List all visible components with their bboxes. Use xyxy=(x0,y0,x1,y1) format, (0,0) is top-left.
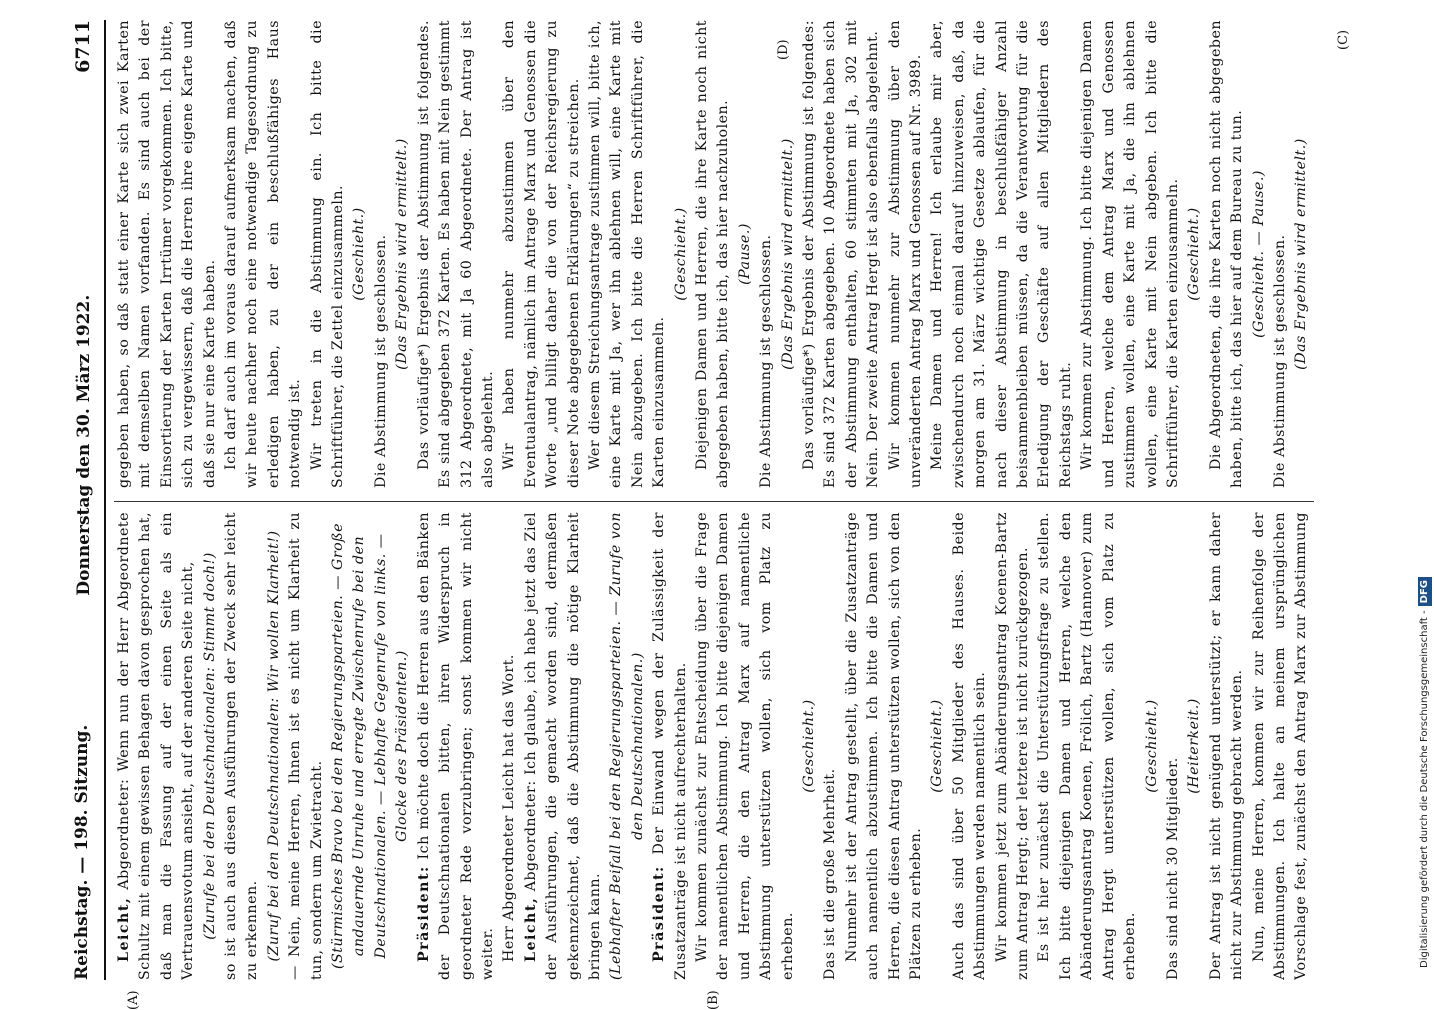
text-paragraph: Die Abgeordneten, die ihre Karten noch nicht abgegeben haben, bitte ich, das hier auf dem Bureau zu tun. xyxy=(1207,20,1246,488)
stamp-text: Digitalisierung gefördert durch die Deutsche Forschungsgemeinschaft - xyxy=(1419,610,1430,968)
speech-paragraph xyxy=(521,512,607,980)
right-column xyxy=(114,20,1314,488)
interjection: (Geschieht.) xyxy=(1186,207,1203,301)
text-continuation: Die Abstimmung ist geschlossen. xyxy=(1271,234,1288,488)
text-continuation: gegeben haben, so daß statt einer Karte sich zwei Karten mit demselben Namen vorfanden. Es sind auch bei der Einsortierung der Karten Irrtümer vorgekommen. Ich bitte, sich zu vergewissern, daß die Herren ihre eigene Karte und daß sie nur eine Karte haben. xyxy=(116,20,218,488)
text-continuation: Die Abstimmung ist geschlossen. xyxy=(372,234,389,488)
interjection: (Geschieht.) xyxy=(801,699,817,793)
interjection: (Das Ergebnis wird ermittelt.) xyxy=(1293,138,1310,370)
text-continuation: Die Abstimmung ist geschlossen. xyxy=(758,234,775,488)
text-paragraph: Diejenigen Damen und Herren, die ihre Karte noch nicht abgegeben haben, bitte ich, das hier nachzuholen. xyxy=(693,20,732,488)
text-paragraph: Das vorläufige*) Ergebnis der Abstimmung ist folgendes. Es sind abgegeben 372 Karten. Es haben mit Nein gestimmt 312 Abgeordnete, mit Ja 60 Abgeordnete. Der Antrag ist also abgelehnt. xyxy=(415,20,496,488)
text-continuation: Das ist die große Mehrheit. xyxy=(822,768,839,980)
speaker-name: Leicht, xyxy=(522,896,539,962)
text-paragraph: Wir kommen zur Abstimmung. Ich bitte diejenigen Damen und Herren, welche dem Antrag Marx und Genossen zustimmen wollen, eine Karte mit Ja, die ihn ablehnen wollen, eine Karte mit Nein abgeben. Ich bitte die Schriftführer, die Karten einzusammeln. xyxy=(1079,20,1181,488)
page-header xyxy=(66,20,106,980)
text-paragraph: Das vorläufige*) Ergebnis der Abstimmung ist folgendes: Es sind 372 Karten abgegeben. 10 Abgeordnete haben sich der Abstimmung enthalten, 60 stimmten mit Ja, 302 mit Nein. Der zweite Antrag Hergt ist also ebenfalls abgelehnt. xyxy=(801,20,882,488)
interjection: (Geschieht.) xyxy=(672,207,689,301)
interjection: (Geschieht. — Pause.) xyxy=(1250,170,1267,338)
interjection: (Das Ergebnis wird ermittelt.) xyxy=(779,138,796,370)
text-paragraph: Wir kommen jetzt zum Abänderungsantrag Koenen-Bartz zum Antrag Hergt; der letztere ist nicht zurückgezogen. xyxy=(993,512,1032,980)
text-continuation: Der Antrag ist nicht genügend unterstützt; er kann daher nicht zur Abstimmung gebracht werden. xyxy=(1207,512,1246,980)
text-paragraph: Wir haben nunmehr abzustimmen über den Eventualantrag, nämlich im Antrage Marx und Genossen die Worte „und billigt daher die von der Reichsregierung zu dieser Note abgegebenen Erklärungen“ zu streichen. xyxy=(501,20,582,488)
text-paragraph: Nunmehr ist der Antrag gestellt, über die Zusatzanträge auch namentlich abzustimmen. Ich bitte die Damen und Herren, die diesen Antrag unterstützen wollen, sich von den Plätzen zu erheben. xyxy=(843,512,925,980)
text-paragraph: Wer diesem Streichungsantrage zustimmen will, bitte ich, eine Karte mit Ja, wer ihn ablehnen will, eine Karte mit Nein abzugeben. Ich bitte die Herren Schriftführer, die Karten einzusammeln. xyxy=(586,20,668,488)
text-paragraph: Nun, meine Herren, kommen wir zur Reihenfolge der Abstimmungen. Ich halte an meinem ursprünglichen Vorschlage fest, zunächst den Antrag Marx zur Abstimmung xyxy=(1250,512,1310,980)
interjection: (Geschieht.) xyxy=(351,207,368,301)
header-left: Reichstag. — 198. Sitzung. xyxy=(72,724,92,980)
margin-mark-a: (A) xyxy=(126,990,141,1010)
text-continuation: so ist auch aus diesen Ausführungen der Zweck sehr leicht zu erkennen. xyxy=(223,512,261,980)
page-number: 6711 xyxy=(72,20,94,73)
interjection: (Geschieht.) xyxy=(1143,699,1160,793)
speech-text: Der Einwand wegen der Zulässigkeit der Zusatzanträge ist nicht aufrechterhalten. xyxy=(651,512,689,980)
text-paragraph: Wir treten in die Abstimmung ein. Ich bitte die Schriftführer, die Zettel einzusammeln. xyxy=(308,20,347,488)
speech-text: Ich möchte doch die Herren aus den Bänken der Deutschnationalen bitten, ihren Widerspruch in geordneter Rede vorzubringen; sonst kommen wir nicht weiter. xyxy=(415,512,496,980)
header-rule xyxy=(104,20,106,980)
header-right xyxy=(72,20,94,596)
interjection: (Zurufe bei den Deutschnationalen: Stimmt doch!) xyxy=(201,552,218,940)
interjection: (Geschieht.) xyxy=(929,699,946,793)
speech-text: Wenn nun der Herr Abgeordnete Schultz mit einem gewissen Behagen davon gesprochen hat, daß man die Fassung auf der einen Seite als ein Vertrauensvotum ansieht, auf der anderen Seite nicht, xyxy=(116,512,197,980)
text-paragraph: Wir kommen nunmehr zur Abstimmung über den unveränderten Antrag Marx und Genossen auf Nr. 3989. xyxy=(886,20,925,488)
interjection: (Heiterkeit.) xyxy=(1186,698,1203,794)
text-paragraph: Herr Abgeordneter Leicht hat das Wort. xyxy=(501,654,518,962)
interjection: (Stürmisches Bravo bei den Regierungsparteien. — Große andauernde Unruhe und erregte Zwischenrufe bei den Deutschnationalen. — Lebhafte Gegenrufe von links. — Glocke des Präsidenten.) xyxy=(330,522,411,970)
dfg-stamp xyxy=(1418,8,1432,968)
margin-mark-c: (C) xyxy=(1336,29,1351,50)
speaker-role: Abgeordneter: xyxy=(522,775,539,897)
speaker-name: Präsident: xyxy=(651,865,668,962)
speech-paragraph xyxy=(414,512,500,980)
margin-mark-b: (B) xyxy=(706,990,721,1010)
speech-text: Ich glaube, ich habe jetzt das Ziel der Ausführungen, die gemacht worden sind, dermaßen gekennzeichnet, daß die Abstimmung die nötige Klarheit bringen kann. xyxy=(522,512,603,980)
speaker-name: Präsident: xyxy=(415,865,432,962)
interjection: (Zuruf bei den Deutschnationalen: Wir wollen Klarheit!) xyxy=(265,530,282,962)
rotated-page xyxy=(66,20,1366,1010)
interjection: (Das Ergebnis wird ermittelt.) xyxy=(394,138,411,370)
text-continuation: — Nein, meine Herren, Ihnen ist es nicht um Klarheit zu tun, sondern um Zwietracht. xyxy=(287,512,325,980)
interjection: (Pause.) xyxy=(736,223,753,285)
speech-paragraph xyxy=(114,512,200,980)
text-paragraph: Meine Damen und Herren! Ich erlaube mir aber, zwischendurch noch einmal darauf hinzuweisen, daß, da morgen am 31. März wichtige Gesetze ablaufen, für die nach dieser Abstimmung in beschlußfähiger Anzahl beisammenbleiben müssen, da die Verantwortung für die Erledigung der Geschäfte auf allen Mitgliedern des Reichstags ruht. xyxy=(929,20,1074,488)
speaker-role xyxy=(651,855,667,866)
speech-paragraph xyxy=(649,512,692,980)
speaker-role: Abgeordneter: xyxy=(116,771,132,897)
text-paragraph xyxy=(1313,20,1314,488)
speaker-role xyxy=(416,859,432,865)
speaker-name: Leicht, xyxy=(116,896,132,962)
dfg-logo: DFG xyxy=(1418,577,1432,606)
header-date: Donnerstag den 30. März 1922. xyxy=(74,294,94,596)
text-paragraph: Ich darf auch im voraus darauf aufmerksam machen, daß wir heute nachher noch eine notwendige Tagesordnung zu erledigen haben, zu der ein beschlußfähiges Haus notwendig ist. xyxy=(223,20,304,488)
margin-mark-d: (D) xyxy=(776,39,791,60)
text-paragraph: Es ist hier zunächst die Unterstützungsfrage zu stellen. Ich bitte diejenigen Damen und Herren, welche den Abänderungsantrag Koenen, Frölich, Bartz (Hannover) zum Antrag Hergt unterstützen wollen, sich vom Platz zu erheben. xyxy=(1036,512,1139,980)
text-paragraph: Wir kommen zunächst zur Entscheidung über die Frage der namentlichen Abstimmung. Ich bitte diejenigen Damen und Herren, die den Antrag Marx auf namentliche Abstimmung unterstützen wollen, sich vom Platz zu erheben. xyxy=(693,512,796,980)
text-continuation: Auch das sind über 50 Mitglieder des Hauses. Beide Abstimmungen werden namentlich sein. xyxy=(950,512,989,980)
column-divider xyxy=(114,501,1314,502)
text-continuation: Das sind nicht 30 Mitglieder. xyxy=(1164,757,1181,980)
interjection: (Lebhafter Beifall bei den Regierungsparteien. — Zurufe von den Deutschnationalen.) xyxy=(608,512,646,980)
left-column xyxy=(114,512,1314,980)
